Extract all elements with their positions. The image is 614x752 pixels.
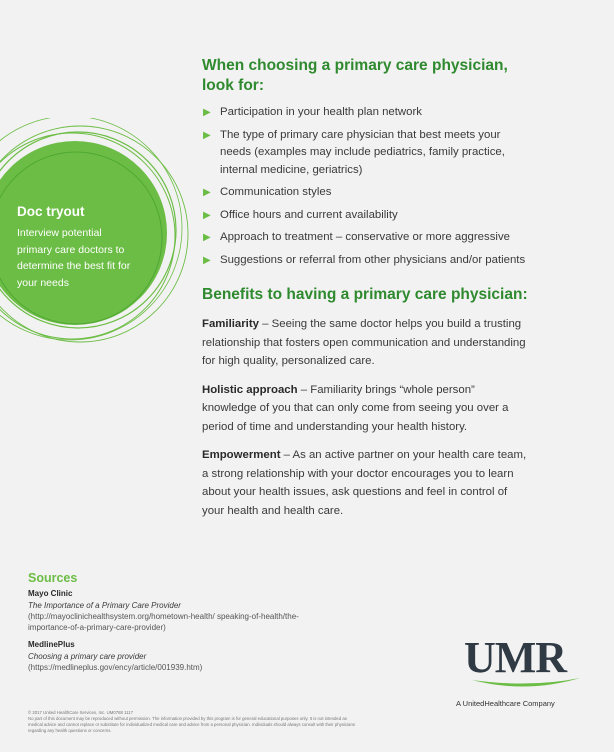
look-for-item: ▶ The type of primary care physician that best meets your needs (examples may include pediatrics, family practice, internal medicine, geriatrics) <box>203 128 505 176</box>
triangle-bullet-icon: ▶ <box>203 129 211 141</box>
source-entry: MedlinePlus Choosing a primary care provider (https://medlineplus.gov/ency/article/001939.htm) <box>28 639 328 673</box>
benefit-paragraph: Familiarity – Seeing the same doctor helps you build a trusting relationship that fosters open communication and understanding for high quality, personalized care. <box>202 318 526 367</box>
logo-wordmark: UMR <box>464 633 567 682</box>
triangle-bullet-icon: ▶ <box>203 209 211 221</box>
look-for-item: ▶ Office hours and current availability <box>202 207 532 225</box>
source-entry: Mayo Clinic The Importance of a Primary Care Provider (http://mayoclinichealthsystem.org/hometown-health/ speaking-of-health/the-importance-of-a-primary-care-provider) <box>28 588 328 633</box>
logo-swoosh-icon <box>470 676 582 692</box>
look-for-item: ▶ Suggestions or referral from other physicians and/or patients <box>202 252 532 270</box>
triangle-bullet-icon: ▶ <box>203 254 211 266</box>
triangle-bullet-icon: ▶ <box>203 107 211 118</box>
logo-tagline: A UnitedHealthcare Company <box>456 699 555 708</box>
look-for-title: When choosing a primary care physician, look for: <box>202 57 508 94</box>
look-for-item: ▶ Participation in your health plan network <box>202 104 532 122</box>
sources-section <box>28 571 328 679</box>
look-for-list <box>202 104 532 269</box>
doc-tryout-body: Interview potential primary care doctors to determine the best fit for your needs <box>17 227 131 289</box>
doc-tryout-title: Doc tryout <box>17 204 85 219</box>
benefits-title: Benefits to having a primary care physician: <box>202 286 528 303</box>
legal-disclaimer: © 2017 United HealthCare Services, Inc. UM0788 1117 No part of this document may be reproduced without permission. The information provided by this program is for general educational purposes only. It is not intended as medical advice and cannot replace or substitute for individualized medical care and advice from a personal physician. Individuals should always consult with their physicians regarding any health questions or concerns. <box>28 710 355 733</box>
triangle-bullet-icon: ▶ <box>203 187 211 198</box>
doc-tryout-callout <box>17 204 137 291</box>
triangle-bullet-icon: ▶ <box>203 232 211 243</box>
look-for-item: ▶ Approach to treatment – conservative or more aggressive <box>202 229 532 247</box>
benefit-paragraph: Holistic approach – Familiarity brings “whole person” knowledge of you that can only come from seeing you over a period of time and understanding your health history. <box>202 383 509 433</box>
benefit-paragraph: Empowerment – As an active partner on your health care team, a strong relationship with your doctor encourages you to learn about your health issues, ask questions and feel in control of your health and health care. <box>202 449 527 517</box>
source-url[interactable]: (http://mayoclinichealthsystem.org/hometown-health/ speaking-of-health/the-importance-of-a-primary-care-provider) <box>28 612 299 632</box>
main-content <box>202 56 532 520</box>
source-url[interactable]: (https://medlineplus.gov/ency/article/001939.htm) <box>28 663 203 672</box>
sources-title: Sources <box>28 571 78 585</box>
look-for-item: ▶ Communication styles <box>202 184 532 202</box>
umr-logo <box>456 633 584 708</box>
